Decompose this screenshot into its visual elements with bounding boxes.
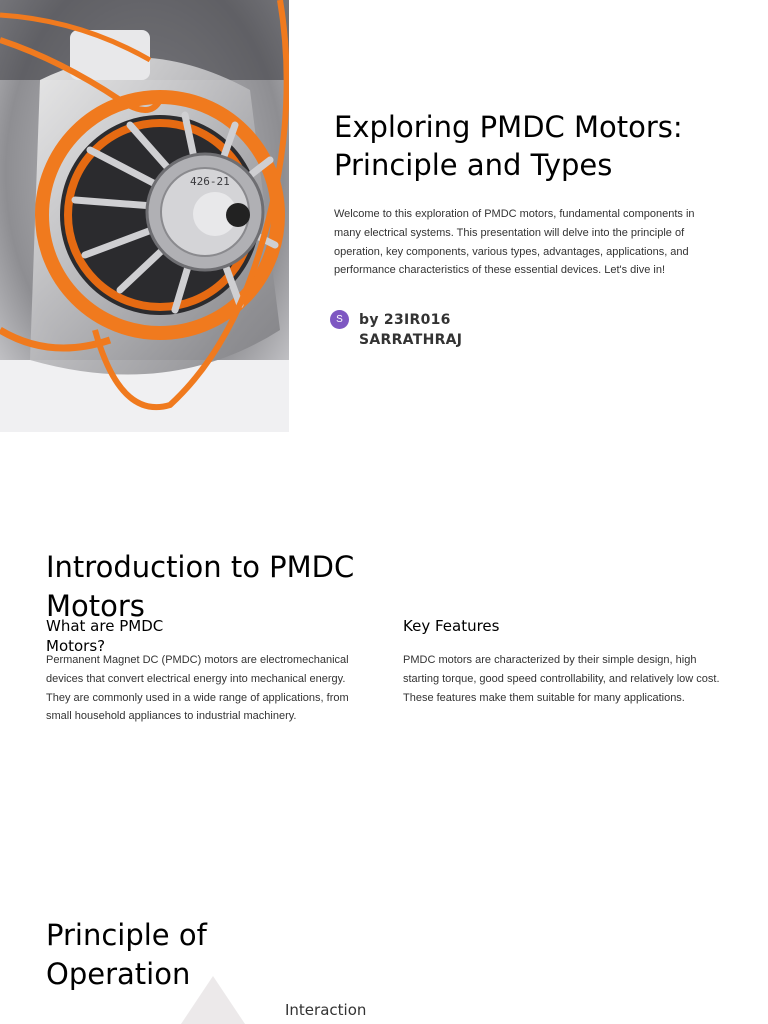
feature-heading-what-are: What are PMDC Motors? (46, 617, 164, 655)
feature-body-what-are: Permanent Magnet DC (PMDC) motors are electromechanical devices that convert electrical energy into mechanical energy. They are commonly used in a wide range of applications, from small household appliances to industrial machinery. (46, 654, 349, 723)
intro-title: Introduction to PMDC Motors (46, 550, 355, 623)
author-byline (330, 310, 479, 350)
principle-title: Principle of Operation (46, 918, 207, 991)
motor-image (0, 0, 289, 432)
triangle-shape (181, 976, 245, 1024)
hub-stamp: 426-21 (190, 175, 230, 188)
feature-heading-key-features: Key Features (403, 617, 500, 635)
author-name: by 23IR016 SARRATHRAJ (359, 312, 463, 348)
feature-body-key-features: PMDC motors are characterized by their simple design, high starting torque, good speed controllability, and relatively low cost. These features make them suitable for many applications. (403, 654, 720, 704)
motor-illustration (0, 0, 289, 432)
hero-description: Welcome to this exploration of PMDC motors, fundamental components in many electrical systems. This presentation will delve into the principle of operation, key components, various types, advantages, applications, and performance characteristics of these essential devices. Let's dive in! (334, 208, 695, 277)
hero-title: Exploring PMDC Motors: Principle and Types (334, 110, 683, 182)
avatar: S (330, 310, 349, 329)
interaction-label: Interaction (285, 1001, 367, 1019)
